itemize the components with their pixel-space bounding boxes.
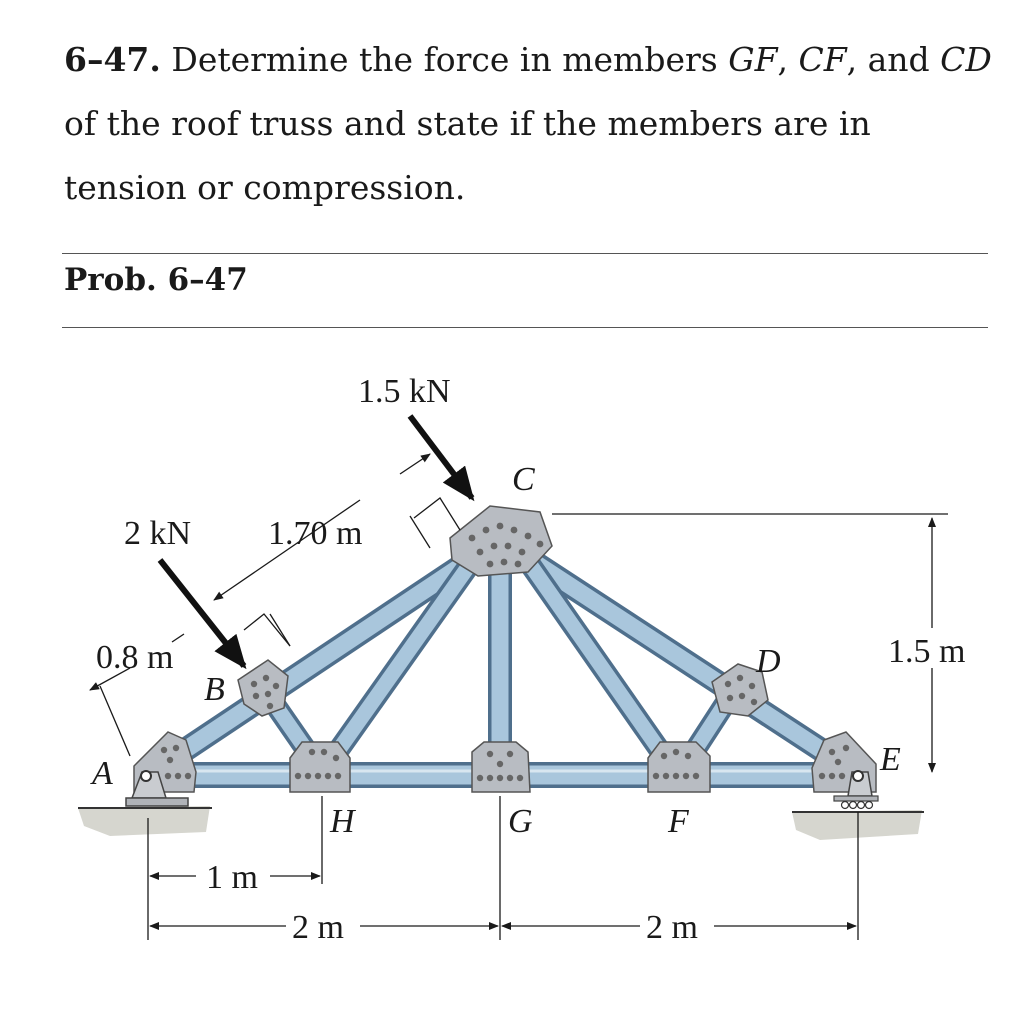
dim-label-2m-ge: 2 m xyxy=(646,909,698,946)
joint-label-b: B xyxy=(204,671,225,708)
figure-caption: Prob. 6–47 xyxy=(64,262,248,298)
member-ce xyxy=(500,540,855,772)
extension-line-c-load xyxy=(410,516,430,548)
dim-line-1-70-upper xyxy=(400,454,430,474)
ground xyxy=(78,806,924,840)
gusset-g xyxy=(472,742,530,792)
load-label-c: 1.5 kN xyxy=(358,373,451,410)
dim-label-0-8: 0.8 m xyxy=(96,639,174,676)
right-angle-mark-c xyxy=(414,498,460,530)
member-ac xyxy=(152,540,500,772)
dim-label-height: 1.5 m xyxy=(888,633,966,670)
joint-label-h: H xyxy=(330,803,355,840)
joint-label-a: A xyxy=(92,755,113,792)
member-cf xyxy=(520,550,670,765)
gusset-h xyxy=(290,742,350,792)
problem-text-part-1: Determine the force in members xyxy=(160,40,729,79)
separator-2: , and xyxy=(846,40,941,79)
load-label-b: 2 kN xyxy=(124,515,192,552)
figure-labels xyxy=(90,373,965,946)
joint-label-f: F xyxy=(668,803,689,840)
gusset-f xyxy=(648,742,710,792)
separator-1: , xyxy=(777,40,799,79)
dim-label-1-70: 1.70 m xyxy=(268,515,363,552)
joint-label-g: G xyxy=(508,803,533,840)
load-arrow-c xyxy=(410,416,472,498)
dim-label-2m-ag: 2 m xyxy=(292,909,344,946)
member-gf-label: GF xyxy=(728,40,778,79)
member-cd-label: CD xyxy=(940,40,992,79)
dim-line-0-8-end xyxy=(172,634,184,642)
extension-line-a xyxy=(100,686,130,756)
joint-label-d: D xyxy=(756,643,781,680)
problem-number: 6–47. xyxy=(64,40,161,79)
right-angle-mark-b xyxy=(244,614,290,646)
member-hc xyxy=(328,550,480,765)
joint-label-e: E xyxy=(880,741,901,778)
dim-label-1m: 1 m xyxy=(206,859,258,896)
member-cf-label: CF xyxy=(798,40,847,79)
extension-line-b xyxy=(270,614,290,646)
problem-text-part-2: of the roof truss and state if the members are in tension or compression. xyxy=(64,104,871,207)
truss-members xyxy=(150,540,860,775)
joint-label-c: C xyxy=(512,461,535,498)
